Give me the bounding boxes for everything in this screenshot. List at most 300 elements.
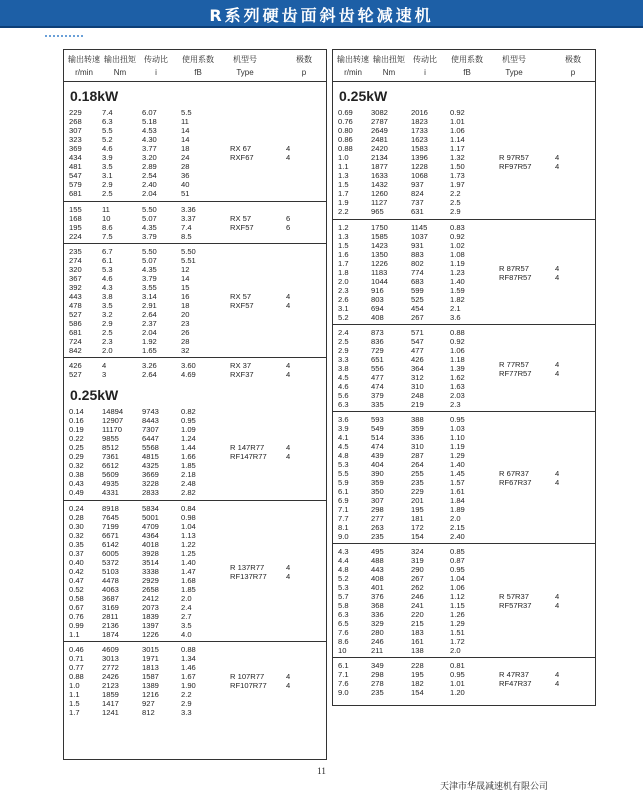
speed-cell: 1.2 bbox=[338, 223, 349, 232]
factor-cell: 1.40 bbox=[181, 558, 196, 567]
table-row bbox=[333, 505, 595, 514]
factor-cell: 0.84 bbox=[181, 504, 196, 513]
factor-cell: 1.97 bbox=[450, 180, 465, 189]
torque-cell: 14894 bbox=[102, 407, 124, 416]
factor-cell: 2.40 bbox=[450, 532, 465, 541]
ratio-cell: 4815 bbox=[142, 452, 159, 461]
speed-cell: 224 bbox=[69, 232, 82, 241]
torque-cell: 390 bbox=[371, 469, 384, 478]
speed-cell: 1.8 bbox=[338, 268, 349, 277]
table-row bbox=[333, 126, 595, 135]
table-row bbox=[333, 189, 595, 198]
table-row bbox=[64, 126, 326, 135]
torque-cell: 277 bbox=[371, 514, 384, 523]
torque-cell: 556 bbox=[371, 364, 384, 373]
ratio-cell: 3669 bbox=[142, 470, 159, 479]
speed-cell: 2.4 bbox=[338, 328, 349, 337]
model-type: RF107R77 bbox=[230, 681, 267, 690]
ratio-cell: 2.04 bbox=[142, 189, 157, 198]
ratio-cell: 5.07 bbox=[142, 214, 157, 223]
ratio-cell: 154 bbox=[411, 688, 424, 697]
header-output-torque: 输出扭矩 bbox=[104, 55, 136, 64]
speed-cell: 586 bbox=[69, 319, 82, 328]
ratio-cell: 2833 bbox=[142, 488, 159, 497]
speed-cell: 274 bbox=[69, 256, 82, 265]
table-row bbox=[333, 313, 595, 322]
ratio-cell: 359 bbox=[411, 424, 424, 433]
factor-cell: 1.06 bbox=[450, 346, 465, 355]
speed-cell: 1.6 bbox=[338, 250, 349, 259]
ratio-cell: 181 bbox=[411, 514, 424, 523]
speed-cell: 0.35 bbox=[69, 540, 84, 549]
header-unit-speed: r/min bbox=[344, 68, 362, 77]
torque-cell: 4331 bbox=[102, 488, 119, 497]
table-row bbox=[64, 265, 326, 274]
factor-cell: 2.03 bbox=[450, 391, 465, 400]
factor-cell: 0.95 bbox=[450, 565, 465, 574]
factor-cell: 1.57 bbox=[450, 478, 465, 487]
table-row bbox=[64, 603, 326, 612]
left-table-header bbox=[64, 50, 326, 82]
ratio-cell: 737 bbox=[411, 198, 424, 207]
speed-cell: 323 bbox=[69, 135, 82, 144]
table-row bbox=[333, 304, 595, 313]
torque-cell: 368 bbox=[371, 601, 384, 610]
torque-cell: 5609 bbox=[102, 470, 119, 479]
speed-cell: 7.6 bbox=[338, 628, 349, 637]
torque-cell: 1241 bbox=[102, 708, 119, 717]
table-row bbox=[333, 108, 595, 117]
table-row bbox=[64, 699, 326, 708]
speed-cell: 1.9 bbox=[338, 198, 349, 207]
model-type: RF67R37 bbox=[499, 478, 532, 487]
ratio-cell: 312 bbox=[411, 373, 424, 382]
speed-cell: 0.71 bbox=[69, 654, 84, 663]
ratio-cell: 1.65 bbox=[142, 346, 157, 355]
ratio-cell: 183 bbox=[411, 628, 424, 637]
right-table bbox=[332, 49, 596, 706]
speed-cell: 0.99 bbox=[69, 621, 84, 630]
factor-cell: 2.0 bbox=[450, 514, 461, 523]
speed-cell: 426 bbox=[69, 361, 82, 370]
speed-cell: 268 bbox=[69, 117, 82, 126]
footer-company: 天津市华晟减速机有限公司 bbox=[440, 782, 549, 792]
speed-cell: 434 bbox=[69, 153, 82, 162]
torque-cell: 3 bbox=[102, 370, 107, 379]
speed-cell: 0.77 bbox=[69, 663, 84, 672]
model-group bbox=[64, 404, 326, 500]
ratio-cell: 1068 bbox=[411, 171, 428, 180]
table-row bbox=[64, 549, 326, 558]
torque-cell: 1183 bbox=[371, 268, 388, 277]
factor-cell: 28 bbox=[181, 162, 190, 171]
factor-cell: 1.73 bbox=[450, 171, 465, 180]
speed-cell: 0.76 bbox=[69, 612, 84, 621]
factor-cell: 1.66 bbox=[181, 452, 196, 461]
ratio-cell: 246 bbox=[411, 592, 424, 601]
speed-cell: 3.6 bbox=[338, 415, 349, 424]
factor-cell: 0.98 bbox=[181, 513, 196, 522]
speed-cell: 527 bbox=[69, 310, 82, 319]
table-row bbox=[333, 207, 595, 216]
ratio-cell: 324 bbox=[411, 547, 424, 556]
ratio-cell: 454 bbox=[411, 304, 424, 313]
table-row bbox=[64, 319, 326, 328]
speed-cell: 0.58 bbox=[69, 594, 84, 603]
factor-cell: 1.32 bbox=[450, 153, 465, 162]
table-row bbox=[333, 610, 595, 619]
torque-cell: 307 bbox=[371, 496, 384, 505]
table-row bbox=[64, 171, 326, 180]
factor-cell: 1.85 bbox=[181, 461, 196, 470]
ratio-cell: 2658 bbox=[142, 585, 159, 594]
table-row bbox=[333, 180, 595, 189]
speed-cell: 1.0 bbox=[69, 681, 80, 690]
ratio-cell: 4.53 bbox=[142, 126, 157, 135]
model-type: RXF57 bbox=[230, 223, 254, 232]
torque-cell: 7199 bbox=[102, 522, 119, 531]
ratio-cell: 4018 bbox=[142, 540, 159, 549]
header-unit-type: Type bbox=[236, 68, 254, 77]
factor-cell: 1.39 bbox=[450, 364, 465, 373]
torque-cell: 3.1 bbox=[102, 171, 113, 180]
model-type: R 97R57 bbox=[499, 153, 529, 162]
ratio-cell: 5568 bbox=[142, 443, 159, 452]
factor-cell: 1.01 bbox=[450, 117, 465, 126]
ratio-cell: 4364 bbox=[142, 531, 159, 540]
table-row bbox=[333, 241, 595, 250]
factor-cell: 1.61 bbox=[450, 487, 465, 496]
power-rating: 0.18kW bbox=[70, 88, 119, 104]
torque-cell: 1432 bbox=[371, 180, 388, 189]
table-row bbox=[64, 162, 326, 171]
factor-cell: 1.63 bbox=[450, 382, 465, 391]
factor-cell: 5.50 bbox=[181, 247, 196, 256]
ratio-cell: 182 bbox=[411, 679, 424, 688]
header-output-speed: 输出转速 bbox=[68, 55, 100, 64]
table-row bbox=[64, 274, 326, 283]
torque-cell: 1585 bbox=[371, 232, 388, 241]
page-title: R系列硬齿面斜齿轮减速机 bbox=[209, 6, 434, 25]
factor-cell: 1.22 bbox=[181, 540, 196, 549]
factor-cell: 1.85 bbox=[181, 585, 196, 594]
speed-cell: 195 bbox=[69, 223, 82, 232]
factor-cell: 2.82 bbox=[181, 488, 196, 497]
ratio-cell: 3015 bbox=[142, 645, 159, 654]
factor-cell: 2.9 bbox=[181, 699, 192, 708]
model-type: RF47R37 bbox=[499, 679, 532, 688]
power-rating: 0.25kW bbox=[70, 387, 119, 403]
torque-cell: 549 bbox=[371, 424, 384, 433]
factor-cell: 1.26 bbox=[450, 610, 465, 619]
factor-cell: 0.92 bbox=[450, 108, 465, 117]
factor-cell: 0.92 bbox=[450, 337, 465, 346]
speed-cell: 7.6 bbox=[338, 679, 349, 688]
torque-cell: 1260 bbox=[371, 189, 388, 198]
torque-cell: 6005 bbox=[102, 549, 119, 558]
model-type: RX 57 bbox=[230, 292, 252, 301]
table-row bbox=[64, 461, 326, 470]
table-row bbox=[64, 256, 326, 265]
table-row bbox=[333, 532, 595, 541]
torque-cell: 4935 bbox=[102, 479, 119, 488]
ratio-cell: 3.14 bbox=[142, 292, 157, 301]
header-unit-torque: Nm bbox=[382, 68, 396, 77]
speed-cell: 0.47 bbox=[69, 576, 84, 585]
speed-cell: 6.5 bbox=[338, 619, 349, 628]
factor-cell: 4.0 bbox=[181, 630, 192, 639]
table-row bbox=[64, 654, 326, 663]
ratio-cell: 161 bbox=[411, 637, 424, 646]
ratio-cell: 2016 bbox=[411, 108, 428, 117]
ratio-cell: 3.26 bbox=[142, 361, 157, 370]
factor-cell: 0.85 bbox=[450, 547, 465, 556]
model-group bbox=[333, 411, 595, 544]
table-row bbox=[333, 628, 595, 637]
table-row bbox=[64, 594, 326, 603]
ratio-cell: 336 bbox=[411, 433, 424, 442]
ratio-cell: 547 bbox=[411, 337, 424, 346]
factor-cell: 1.14 bbox=[450, 135, 465, 144]
torque-cell: 11170 bbox=[102, 425, 122, 434]
table-row bbox=[333, 346, 595, 355]
factor-cell: 14 bbox=[181, 126, 190, 135]
speed-cell: 481 bbox=[69, 162, 82, 171]
poles-value: 4 bbox=[555, 360, 560, 369]
torque-cell: 4.6 bbox=[102, 144, 113, 153]
model-type: RF147R77 bbox=[230, 452, 267, 461]
torque-cell: 3.5 bbox=[102, 301, 113, 310]
torque-cell: 873 bbox=[371, 328, 384, 337]
torque-cell: 2426 bbox=[102, 672, 119, 681]
torque-cell: 1350 bbox=[371, 250, 388, 259]
factor-cell: 1.82 bbox=[450, 295, 465, 304]
table-row bbox=[64, 416, 326, 425]
speed-cell: 0.22 bbox=[69, 434, 84, 443]
speed-cell: 2.6 bbox=[338, 295, 349, 304]
torque-cell: 11 bbox=[102, 205, 110, 214]
speed-cell: 1.1 bbox=[69, 630, 80, 639]
factor-cell: 1.40 bbox=[450, 460, 465, 469]
speed-cell: 0.38 bbox=[69, 470, 84, 479]
table-row bbox=[333, 619, 595, 628]
speed-cell: 4.8 bbox=[338, 565, 349, 574]
ratio-cell: 571 bbox=[411, 328, 424, 337]
torque-cell: 2772 bbox=[102, 663, 119, 672]
model-type: R 57R37 bbox=[499, 592, 529, 601]
speed-cell: 7.1 bbox=[338, 670, 349, 679]
ratio-cell: 220 bbox=[411, 610, 424, 619]
torque-cell: 6142 bbox=[102, 540, 119, 549]
torque-cell: 1226 bbox=[371, 259, 388, 268]
torque-cell: 6.1 bbox=[102, 256, 113, 265]
speed-cell: 367 bbox=[69, 274, 82, 283]
model-type: R 107R77 bbox=[230, 672, 265, 681]
factor-cell: 2.2 bbox=[181, 690, 192, 699]
factor-cell: 1.46 bbox=[181, 663, 196, 672]
factor-cell: 26 bbox=[181, 328, 190, 337]
torque-cell: 350 bbox=[371, 487, 384, 496]
table-row bbox=[64, 328, 326, 337]
table-row bbox=[333, 646, 595, 655]
speed-cell: 2.2 bbox=[338, 207, 349, 216]
header-poles: 极数 bbox=[565, 55, 581, 64]
speed-cell: 6.9 bbox=[338, 496, 349, 505]
speed-cell: 1.7 bbox=[338, 259, 349, 268]
header-ratio: 传动比 bbox=[144, 55, 168, 64]
ratio-cell: 426 bbox=[411, 355, 424, 364]
ratio-cell: 2073 bbox=[142, 603, 159, 612]
speed-cell: 1.5 bbox=[69, 699, 80, 708]
torque-cell: 1874 bbox=[102, 630, 119, 639]
factor-cell: 5.51 bbox=[181, 256, 196, 265]
ratio-cell: 5.50 bbox=[142, 205, 157, 214]
ratio-cell: 3514 bbox=[142, 558, 159, 567]
speed-cell: 547 bbox=[69, 171, 82, 180]
factor-cell: 28 bbox=[181, 337, 190, 346]
table-row bbox=[333, 400, 595, 409]
speed-cell: 2.5 bbox=[338, 337, 349, 346]
factor-cell: 36 bbox=[181, 171, 190, 180]
table-row bbox=[333, 496, 595, 505]
factor-cell: 2.3 bbox=[450, 400, 461, 409]
ratio-cell: 2929 bbox=[142, 576, 159, 585]
torque-cell: 8918 bbox=[102, 504, 119, 513]
table-row bbox=[333, 171, 595, 180]
torque-cell: 9855 bbox=[102, 434, 119, 443]
torque-cell: 2649 bbox=[371, 126, 388, 135]
torque-cell: 263 bbox=[371, 523, 384, 532]
page-number: 11 bbox=[317, 766, 326, 776]
speed-cell: 0.86 bbox=[338, 135, 353, 144]
speed-cell: 681 bbox=[69, 189, 82, 198]
speed-cell: 3.8 bbox=[338, 364, 349, 373]
poles-value: 4 bbox=[286, 144, 291, 153]
ratio-cell: 195 bbox=[411, 505, 424, 514]
table-row bbox=[64, 504, 326, 513]
header-output-speed: 输出转速 bbox=[337, 55, 369, 64]
factor-cell: 51 bbox=[181, 189, 190, 198]
torque-cell: 298 bbox=[371, 505, 384, 514]
factor-cell: 1.03 bbox=[450, 424, 465, 433]
speed-cell: 6.1 bbox=[338, 661, 349, 670]
table-row bbox=[64, 585, 326, 594]
torque-cell: 514 bbox=[371, 433, 384, 442]
factor-cell: 1.29 bbox=[450, 619, 465, 628]
torque-cell: 1127 bbox=[371, 198, 388, 207]
model-group bbox=[333, 657, 595, 700]
torque-cell: 408 bbox=[371, 574, 384, 583]
torque-cell: 2787 bbox=[371, 117, 388, 126]
header-unit-factor: fB bbox=[463, 68, 471, 77]
speed-cell: 6.3 bbox=[338, 610, 349, 619]
torque-cell: 404 bbox=[371, 460, 384, 469]
factor-cell: 3.60 bbox=[181, 361, 196, 370]
torque-cell: 2.9 bbox=[102, 180, 113, 189]
factor-cell: 3.3 bbox=[181, 708, 192, 717]
factor-cell: 1.40 bbox=[450, 277, 465, 286]
factor-cell: 3.6 bbox=[450, 313, 461, 322]
torque-cell: 443 bbox=[371, 565, 384, 574]
table-row bbox=[64, 540, 326, 549]
model-group bbox=[64, 500, 326, 642]
table-row bbox=[333, 565, 595, 574]
poles-value: 6 bbox=[286, 214, 291, 223]
factor-cell: 1.90 bbox=[181, 681, 196, 690]
table-row bbox=[333, 382, 595, 391]
table-row bbox=[333, 460, 595, 469]
poles-value: 4 bbox=[555, 592, 560, 601]
speed-cell: 3.1 bbox=[338, 304, 349, 313]
header-unit-poles: p bbox=[570, 68, 576, 77]
table-row bbox=[333, 286, 595, 295]
torque-cell: 1423 bbox=[371, 241, 388, 250]
ratio-cell: 802 bbox=[411, 259, 424, 268]
table-row bbox=[64, 337, 326, 346]
speed-cell: 155 bbox=[69, 205, 82, 214]
torque-cell: 474 bbox=[371, 442, 384, 451]
ratio-cell: 2.91 bbox=[142, 301, 157, 310]
factor-cell: 0.92 bbox=[450, 232, 465, 241]
torque-cell: 965 bbox=[371, 207, 384, 216]
speed-cell: 5.3 bbox=[338, 583, 349, 592]
speed-cell: 527 bbox=[69, 370, 82, 379]
torque-cell: 5103 bbox=[102, 567, 119, 576]
table-row bbox=[333, 223, 595, 232]
factor-cell: 0.87 bbox=[450, 556, 465, 565]
model-group bbox=[64, 641, 326, 720]
model-type: RX 57 bbox=[230, 214, 252, 223]
speed-cell: 1.5 bbox=[338, 241, 349, 250]
poles-value: 4 bbox=[555, 679, 560, 688]
table-row bbox=[333, 574, 595, 583]
torque-cell: 5.5 bbox=[102, 126, 113, 135]
ratio-cell: 364 bbox=[411, 364, 424, 373]
speed-cell: 1.0 bbox=[338, 153, 349, 162]
table-row bbox=[64, 434, 326, 443]
speed-cell: 5.2 bbox=[338, 574, 349, 583]
speed-cell: 1.5 bbox=[338, 180, 349, 189]
torque-cell: 803 bbox=[371, 295, 384, 304]
factor-cell: 15 bbox=[181, 283, 190, 292]
torque-cell: 6671 bbox=[102, 531, 119, 540]
ratio-cell: 599 bbox=[411, 286, 424, 295]
ratio-cell: 388 bbox=[411, 415, 424, 424]
ratio-cell: 4.35 bbox=[142, 223, 157, 232]
poles-value: 4 bbox=[286, 292, 291, 301]
factor-cell: 1.59 bbox=[450, 286, 465, 295]
table-row bbox=[64, 135, 326, 144]
model-type: RXF37 bbox=[230, 370, 254, 379]
factor-cell: 3.5 bbox=[181, 621, 192, 630]
speed-cell: 0.43 bbox=[69, 479, 84, 488]
speed-cell: 0.40 bbox=[69, 558, 84, 567]
speed-cell: 4.5 bbox=[338, 373, 349, 382]
ratio-cell: 287 bbox=[411, 451, 424, 460]
speed-cell: 1.1 bbox=[69, 690, 80, 699]
ratio-cell: 4.35 bbox=[142, 265, 157, 274]
speed-cell: 3.3 bbox=[338, 355, 349, 364]
table-row bbox=[64, 108, 326, 117]
ratio-cell: 2.37 bbox=[142, 319, 157, 328]
table-row bbox=[64, 310, 326, 319]
speed-cell: 0.49 bbox=[69, 488, 84, 497]
model-group bbox=[64, 243, 326, 358]
torque-cell: 651 bbox=[371, 355, 384, 364]
torque-cell: 336 bbox=[371, 610, 384, 619]
factor-cell: 1.04 bbox=[450, 574, 465, 583]
model-group bbox=[333, 543, 595, 658]
